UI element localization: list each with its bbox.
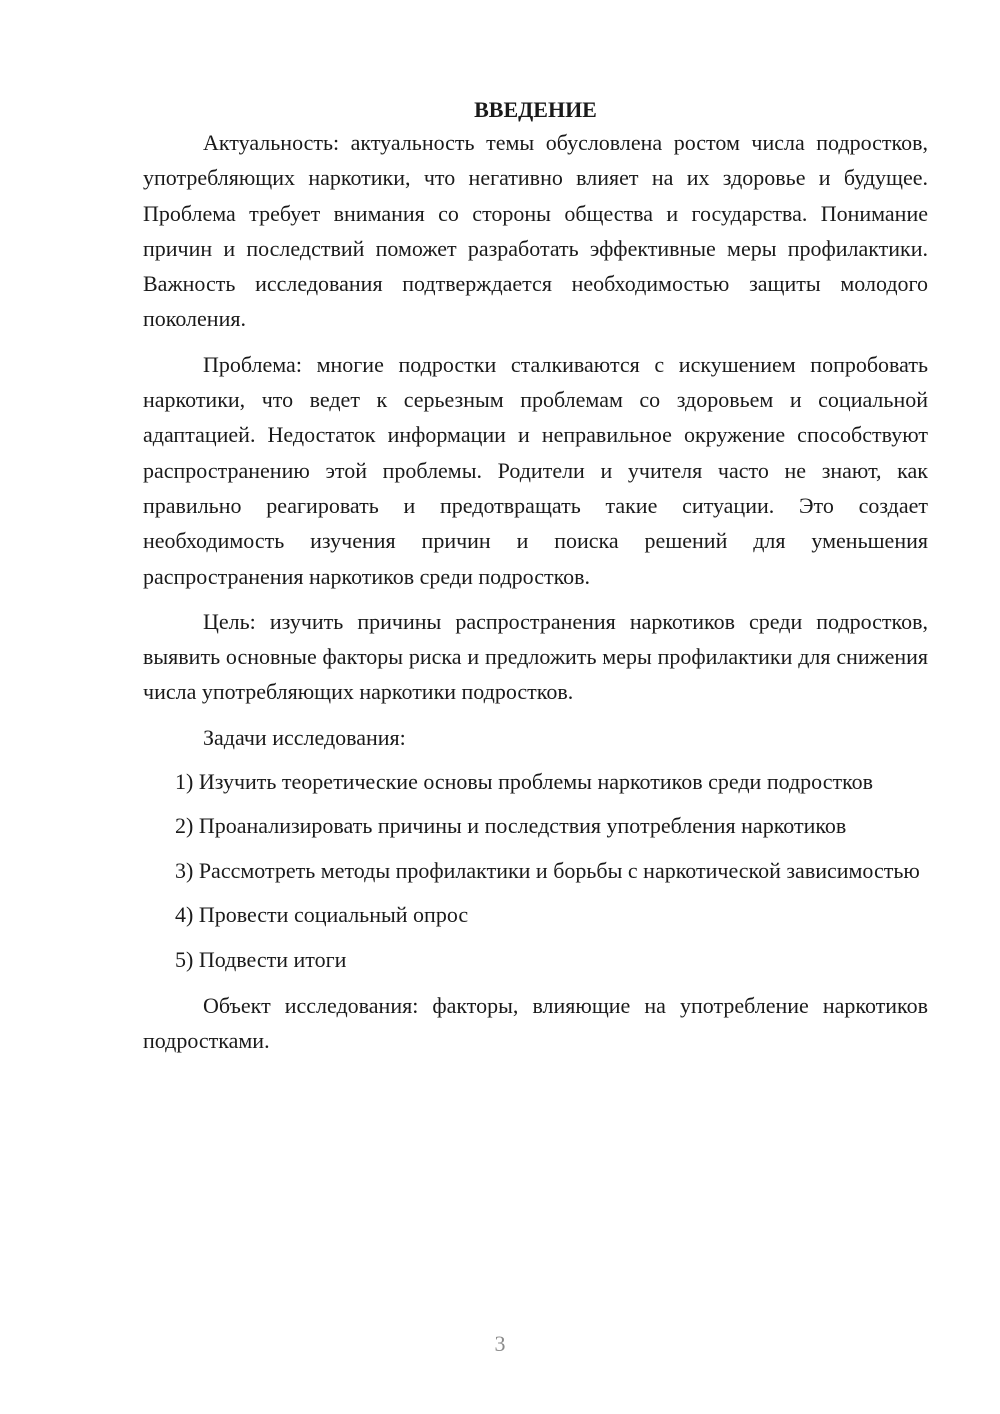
- task-item: 5) Подвести итоги: [175, 947, 347, 973]
- document-page: [143, 92, 928, 1068]
- task-item: 2) Проанализировать причины и последствия употребления наркотиков: [175, 813, 847, 839]
- goal-paragraph: Цель: изучить причины распространения наркотиков среди подростков, выявить основные факторы риска и предложить меры профилактики для снижения числа употребляющих наркотики подростков.: [143, 608, 928, 705]
- section-heading: ВВЕДЕНИЕ: [474, 97, 597, 122]
- tasks-heading: Задачи исследования:: [203, 724, 406, 750]
- task-item: 1) Изучить теоретические основы проблемы наркотиков среди подростков: [175, 769, 874, 795]
- page-number: 3: [494, 1331, 506, 1356]
- task-item: 3) Рассмотреть методы профилактики и борьбы с наркотической зависимостью: [175, 857, 920, 883]
- object-paragraph: Объект исследования: факторы, влияющие на употребление наркотиков подростками.: [143, 992, 928, 1053]
- task-item: 4) Провести социальный опрос: [175, 901, 469, 927]
- problem-paragraph: Проблема: многие подростки сталкиваются с искушением попробовать наркотики, что ведет к серьезным проблемам со здоровьем и социальной адаптацией. Недостаток информации и неправильное окружение способствуют распространению этой проблемы. Родители и учителя часто не знают, как правильно реагировать и предотвращать такие ситуации. Это создает необходимость изучения причин и поиска решений для уменьшения распространения наркотиков среди подростков.: [143, 351, 928, 589]
- relevance-paragraph: Актуальность: актуальность темы обусловлена ростом числа подростков, употребляющих наркотики, что негативно влияет на их здоровье и будущее. Проблема требует внимания со стороны общества и государства. Понимание причин и последствий поможет разработать эффективные меры профилактики. Важность исследования подтверждается необходимостью защиты молодого поколения.: [143, 130, 928, 332]
